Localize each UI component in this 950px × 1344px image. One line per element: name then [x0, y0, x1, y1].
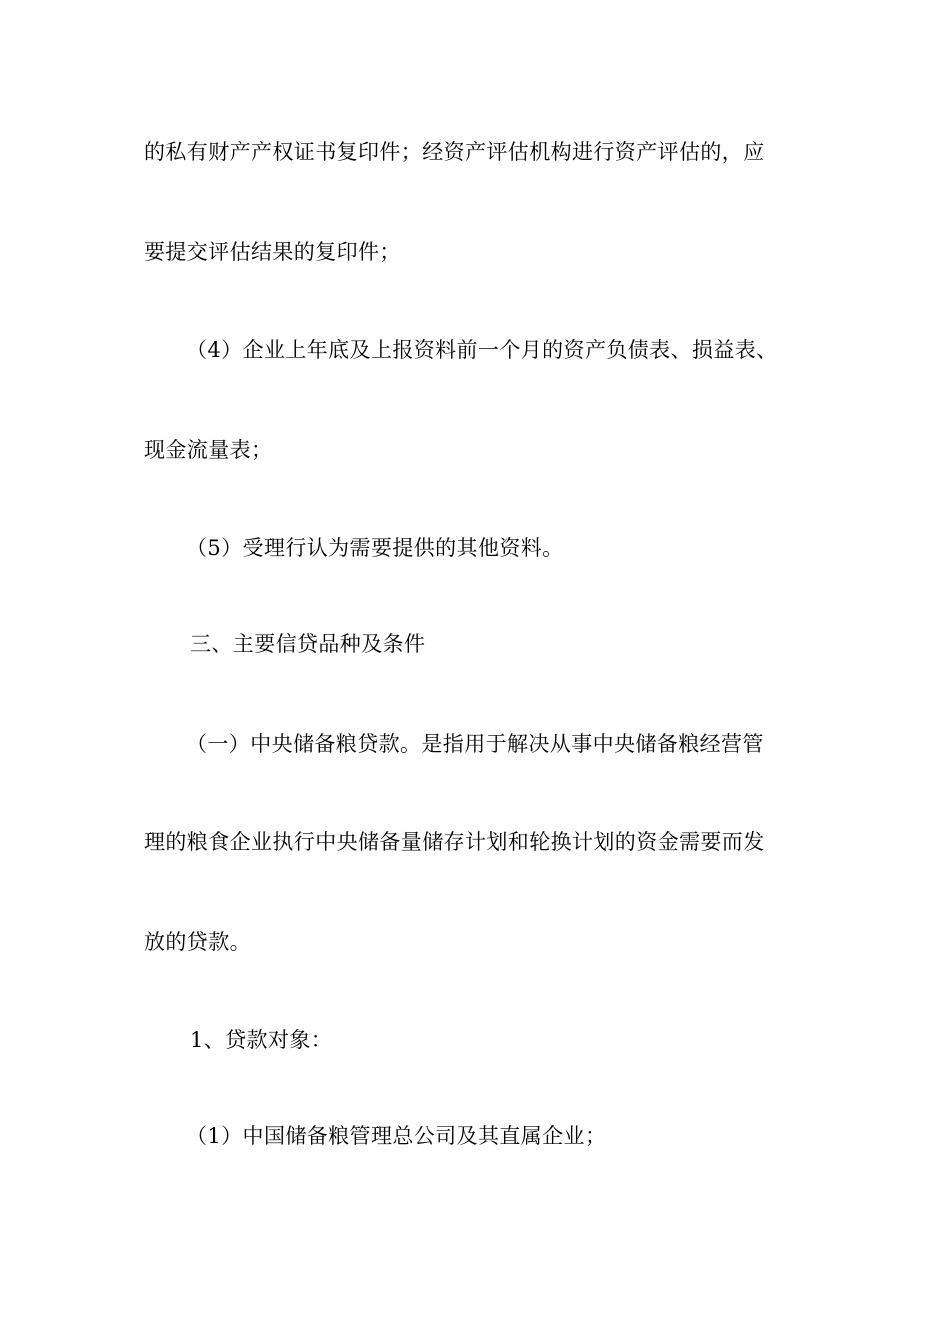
list-item-1: （1）中国储备粮管理总公司及其直属企业；	[186, 1124, 607, 1148]
list-item-4: （4）企业上年底及上报资料前一个月的资产负债表、损益表、	[186, 338, 778, 362]
paragraph-line: 要提交评估结果的复印件；	[144, 240, 401, 264]
paragraph-line: 放的贷款。	[144, 930, 251, 954]
paragraph-line: 的私有财产产权证书复印件；经资产评估机构进行资产评估的，应	[144, 140, 765, 164]
subsection-paragraph: （一）中央储备粮贷款。是指用于解决从事中央储备粮经营管	[186, 732, 764, 756]
paragraph-line: 理的粮食企业执行中央储备量储存计划和轮换计划的资金需要而发	[144, 830, 765, 854]
section-heading: 三、主要信贷品种及条件	[190, 632, 426, 656]
list-item-5: （5）受理行认为需要提供的其他资料。	[186, 536, 564, 560]
numbered-heading: 1、贷款对象：	[190, 1028, 333, 1052]
paragraph-line: 现金流量表；	[144, 438, 273, 462]
